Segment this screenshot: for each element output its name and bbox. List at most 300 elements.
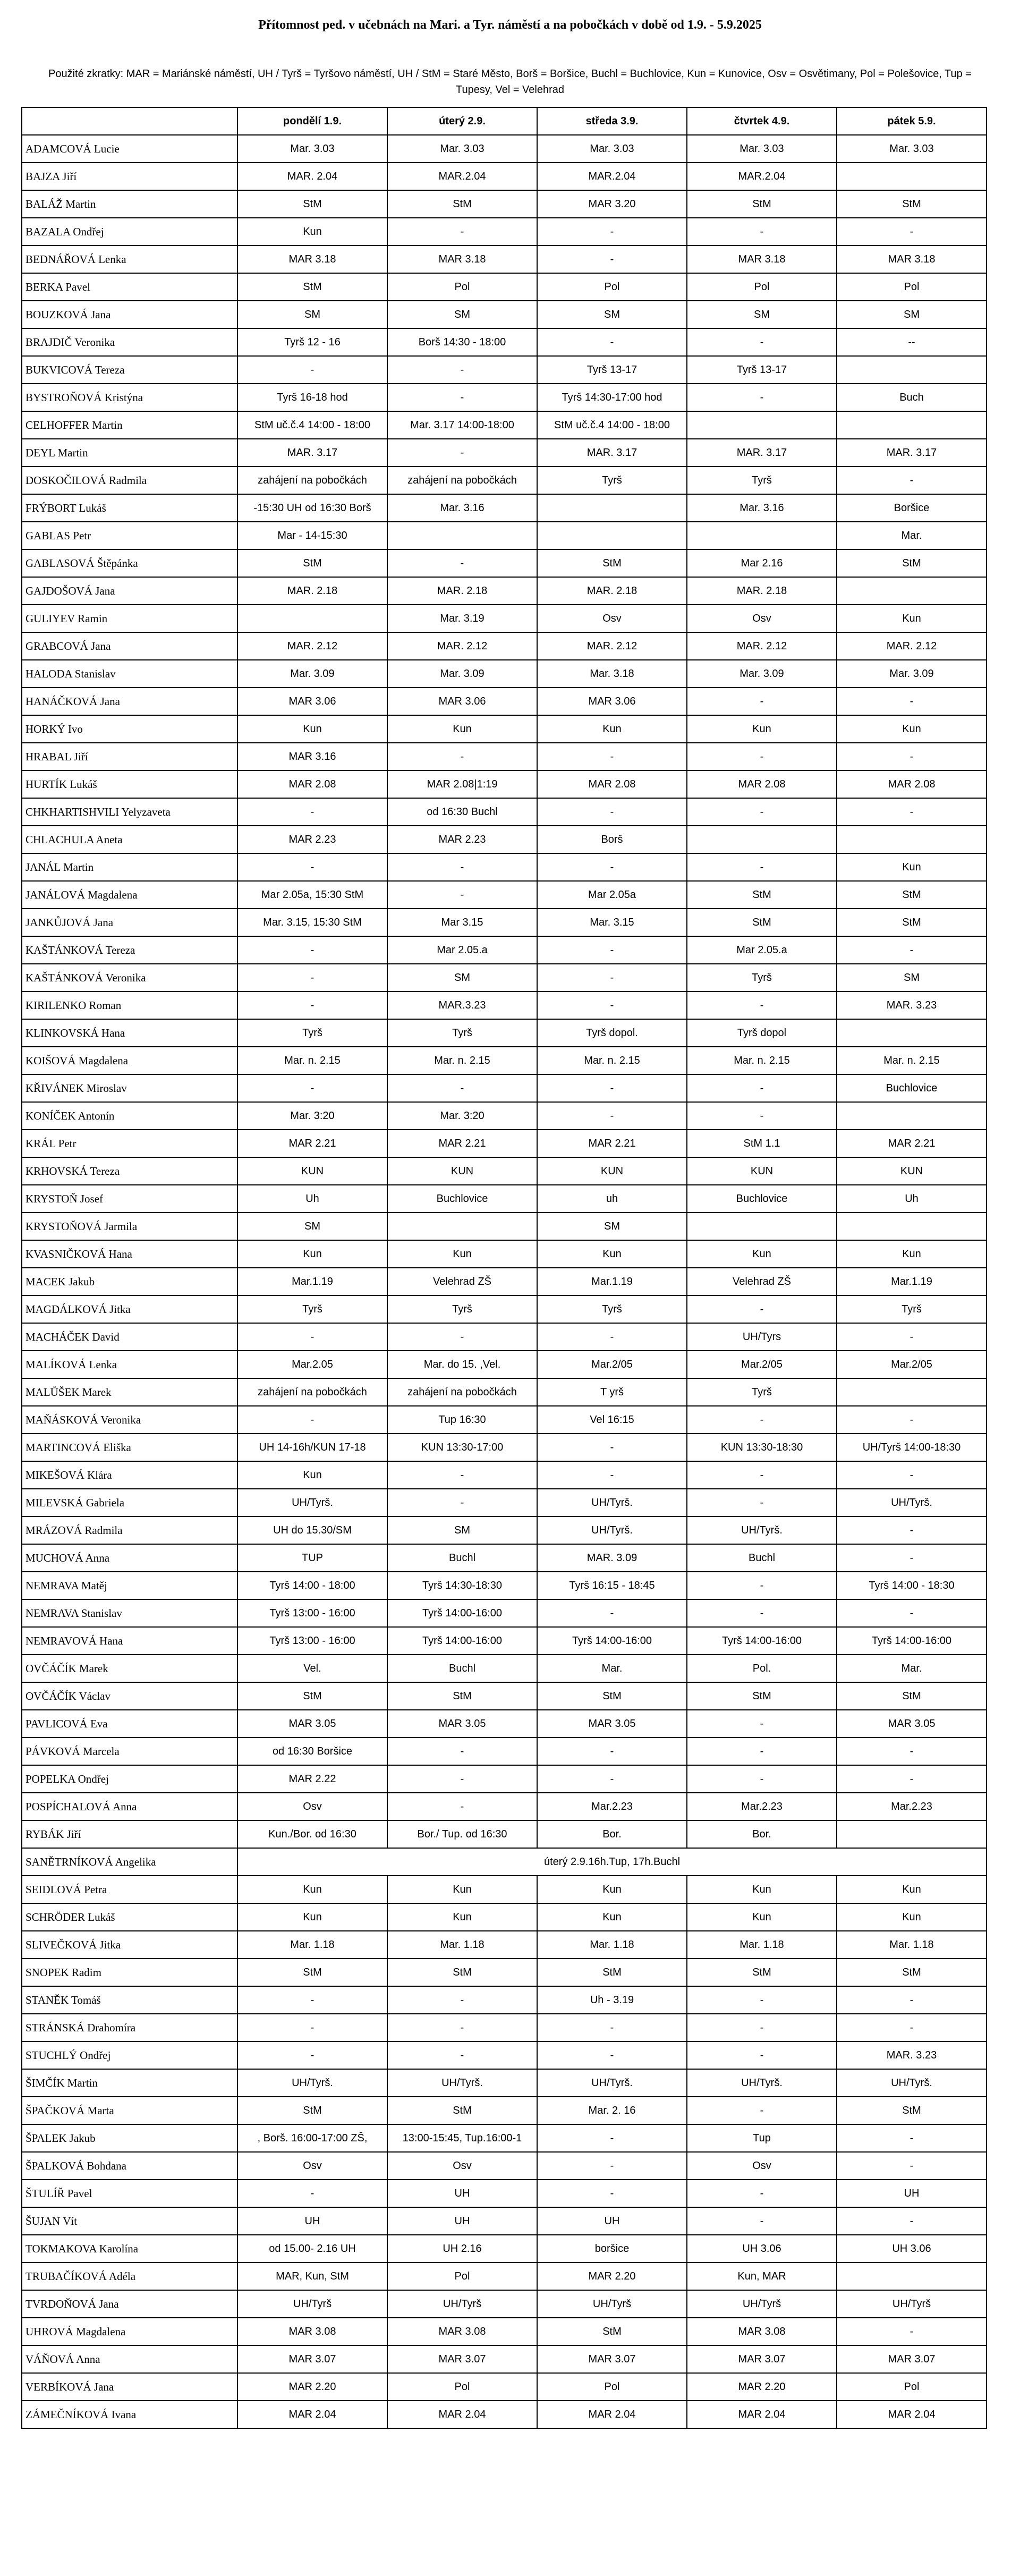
schedule-cell: zahájení na pobočkách bbox=[387, 1378, 537, 1406]
teacher-name: KIRILENKO Roman bbox=[22, 992, 237, 1019]
schedule-cell: Mar 2.05a, 15:30 StM bbox=[237, 881, 387, 909]
schedule-cell: MAR 3.08 bbox=[687, 2318, 837, 2345]
schedule-cell: Tyrš bbox=[237, 1295, 387, 1323]
schedule-cell: - bbox=[537, 964, 687, 992]
schedule-cell: MAR 2.04 bbox=[837, 2401, 987, 2428]
teacher-name: TVRDOŇOVÁ Jana bbox=[22, 2290, 237, 2318]
table-row bbox=[22, 1268, 987, 1295]
schedule-cell: MAR 3.07 bbox=[387, 2345, 537, 2373]
schedule-cell: UH/Tyrš. bbox=[837, 1489, 987, 1516]
teacher-name: ZÁMEČNÍKOVÁ Ivana bbox=[22, 2401, 237, 2428]
schedule-cell: MAR 2.08 bbox=[837, 770, 987, 798]
schedule-cell: TUP bbox=[237, 1544, 387, 1572]
schedule-cell: Buchl bbox=[387, 1544, 537, 1572]
schedule-cell: Mar. 3.09 bbox=[237, 660, 387, 688]
table-row bbox=[22, 1130, 987, 1157]
schedule-cell: MAR 3.06 bbox=[387, 688, 537, 715]
schedule-cell: MAR. 3.17 bbox=[837, 439, 987, 467]
schedule-cell: Tyrš 13:00 - 16:00 bbox=[237, 1599, 387, 1627]
schedule-cell: Kun bbox=[237, 1240, 387, 1268]
teacher-name: HANÁČKOVÁ Jana bbox=[22, 688, 237, 715]
schedule-cell: Pol bbox=[837, 2373, 987, 2401]
schedule-cell: Tyrš bbox=[687, 964, 837, 992]
schedule-cell: Tyrš bbox=[387, 1295, 537, 1323]
schedule-cell: - bbox=[687, 1295, 837, 1323]
schedule-cell bbox=[837, 1019, 987, 1047]
table-row bbox=[22, 2041, 987, 2069]
table-row bbox=[22, 135, 987, 163]
table-row bbox=[22, 715, 987, 743]
schedule-cell: KUN bbox=[537, 1157, 687, 1185]
table-row bbox=[22, 936, 987, 964]
schedule-cell: Pol bbox=[687, 273, 837, 301]
schedule-cell: -15:30 UH od 16:30 Borš bbox=[237, 494, 387, 522]
schedule-cell: MAR 2.08 bbox=[237, 770, 387, 798]
teacher-name: VERBÍKOVÁ Jana bbox=[22, 2373, 237, 2401]
table-row bbox=[22, 522, 987, 549]
schedule-cell: MAR. 3.17 bbox=[687, 439, 837, 467]
teacher-name: SLIVEČKOVÁ Jitka bbox=[22, 1931, 237, 1959]
schedule-cell: - bbox=[387, 549, 537, 577]
teacher-name: POPELKA Ondřej bbox=[22, 1765, 237, 1793]
schedule-cell: - bbox=[537, 936, 687, 964]
table-row bbox=[22, 2207, 987, 2235]
table-row bbox=[22, 1351, 987, 1378]
schedule-cell: - bbox=[237, 1323, 387, 1351]
schedule-cell bbox=[537, 494, 687, 522]
schedule-cell bbox=[837, 411, 987, 439]
schedule-cell: MAR. 2.18 bbox=[237, 577, 387, 605]
schedule-cell: MAR. 2.12 bbox=[687, 632, 837, 660]
schedule-cell: Kun bbox=[387, 1876, 537, 1903]
schedule-cell: - bbox=[687, 1599, 837, 1627]
schedule-cell bbox=[687, 411, 837, 439]
table-row bbox=[22, 2124, 987, 2152]
schedule-cell: Boršice bbox=[837, 494, 987, 522]
table-row bbox=[22, 411, 987, 439]
schedule-cell: - bbox=[387, 1323, 537, 1351]
schedule-cell: Mar. 3:20 bbox=[237, 1102, 387, 1130]
schedule-cell bbox=[837, 356, 987, 384]
schedule-cell: Kun bbox=[837, 1876, 987, 1903]
table-row bbox=[22, 1793, 987, 1820]
schedule-cell: StM bbox=[237, 2097, 387, 2124]
schedule-cell: Tup 16:30 bbox=[387, 1406, 537, 1434]
schedule-cell: UH/Tyrš bbox=[837, 2290, 987, 2318]
teacher-name: CELHOFFER Martin bbox=[22, 411, 237, 439]
schedule-cell: - bbox=[237, 798, 387, 826]
schedule-cell: - bbox=[237, 964, 387, 992]
schedule-cell: UH 2.16 bbox=[387, 2235, 537, 2263]
teacher-name: MALŮŠEK Marek bbox=[22, 1378, 237, 1406]
schedule-cell: StM bbox=[537, 1959, 687, 1986]
schedule-cell: T yrš bbox=[537, 1378, 687, 1406]
schedule-cell: KUN bbox=[837, 1157, 987, 1185]
schedule-cell: Tyrš dopol bbox=[687, 1019, 837, 1047]
schedule-cell: - bbox=[687, 2207, 837, 2235]
table-row bbox=[22, 2373, 987, 2401]
table-row bbox=[22, 2345, 987, 2373]
schedule-cell: UH/Tyrš. bbox=[687, 2069, 837, 2097]
schedule-cell: UH/Tyrš 14:00-18:30 bbox=[837, 1434, 987, 1461]
schedule-cell bbox=[687, 1213, 837, 1240]
schedule-cell: Bor. bbox=[687, 1820, 837, 1848]
schedule-cell: SM bbox=[237, 301, 387, 328]
table-row bbox=[22, 1655, 987, 1682]
schedule-cell: MAR 2.20 bbox=[687, 2373, 837, 2401]
schedule-cell: - bbox=[687, 328, 837, 356]
column-header: úterý 2.9. bbox=[387, 107, 537, 135]
teacher-name: TOKMAKOVA Karolína bbox=[22, 2235, 237, 2263]
table-row bbox=[22, 1931, 987, 1959]
schedule-cell: StM bbox=[537, 2318, 687, 2345]
schedule-cell: MAR 3.07 bbox=[837, 2345, 987, 2373]
schedule-cell: Kun bbox=[237, 218, 387, 245]
schedule-cell: - bbox=[387, 2014, 537, 2041]
schedule-cell: UH/Tyrš bbox=[537, 2290, 687, 2318]
schedule-cell: od 16:30 Boršice bbox=[237, 1738, 387, 1765]
teacher-name: KRÁL Petr bbox=[22, 1130, 237, 1157]
table-row bbox=[22, 881, 987, 909]
table-row bbox=[22, 909, 987, 936]
schedule-cell: - bbox=[387, 2041, 537, 2069]
schedule-cell: UH 3.06 bbox=[687, 2235, 837, 2263]
schedule-cell: - bbox=[237, 2180, 387, 2207]
table-row bbox=[22, 2014, 987, 2041]
schedule-cell: UH bbox=[837, 2180, 987, 2207]
schedule-cell: Tyrš 14:00-16:00 bbox=[837, 1627, 987, 1655]
schedule-cell: - bbox=[537, 992, 687, 1019]
schedule-cell: - bbox=[837, 467, 987, 494]
schedule-cell: Kun bbox=[387, 1240, 537, 1268]
schedule-cell: SM bbox=[837, 964, 987, 992]
schedule-cell: UH/Tyrš. bbox=[387, 2069, 537, 2097]
schedule-cell: StM bbox=[237, 1959, 387, 1986]
teacher-name: ŠIMČÍK Martin bbox=[22, 2069, 237, 2097]
schedule-cell: - bbox=[687, 2180, 837, 2207]
schedule-cell: Mar. 3.19 bbox=[387, 605, 537, 632]
schedule-cell: UH/Tyrš. bbox=[537, 1489, 687, 1516]
column-header: pondělí 1.9. bbox=[237, 107, 387, 135]
table-row bbox=[22, 2401, 987, 2428]
schedule-cell: Uh - 3.19 bbox=[537, 1986, 687, 2014]
schedule-cell: - bbox=[237, 1406, 387, 1434]
schedule-cell: StM bbox=[237, 549, 387, 577]
schedule-cell: uh bbox=[537, 1185, 687, 1213]
table-row bbox=[22, 494, 987, 522]
schedule-cell: UH/Tyrš. bbox=[237, 1489, 387, 1516]
schedule-cell: - bbox=[237, 936, 387, 964]
teacher-name: KRYSTOŇ Josef bbox=[22, 1185, 237, 1213]
schedule-cell: UH bbox=[387, 2180, 537, 2207]
schedule-cell: Osv bbox=[687, 2152, 837, 2180]
table-row bbox=[22, 273, 987, 301]
teacher-name: SANĚTRNÍKOVÁ Angelika bbox=[22, 1848, 237, 1876]
schedule-cell: Pol bbox=[537, 2373, 687, 2401]
teacher-name: GABLASOVÁ Štěpánka bbox=[22, 549, 237, 577]
teacher-name: HORKÝ Ivo bbox=[22, 715, 237, 743]
schedule-cell bbox=[837, 2263, 987, 2290]
table-row bbox=[22, 1074, 987, 1102]
schedule-cell: - bbox=[687, 1765, 837, 1793]
schedule-cell: - bbox=[537, 2014, 687, 2041]
schedule-cell: Mar.2/05 bbox=[537, 1351, 687, 1378]
teacher-name: KAŠTÁNKOVÁ Tereza bbox=[22, 936, 237, 964]
teacher-name: MACEK Jakub bbox=[22, 1268, 237, 1295]
teacher-name: TRUBAČÍKOVÁ Adéla bbox=[22, 2263, 237, 2290]
teacher-name: KLINKOVSKÁ Hana bbox=[22, 1019, 237, 1047]
table-row bbox=[22, 1378, 987, 1406]
schedule-cell: SM bbox=[537, 1213, 687, 1240]
schedule-cell: MAR 2.21 bbox=[237, 1130, 387, 1157]
schedule-cell: Kun bbox=[537, 1903, 687, 1931]
schedule-cell: MAR 2.21 bbox=[387, 1130, 537, 1157]
schedule-cell: Bor. bbox=[537, 1820, 687, 1848]
table-row bbox=[22, 2318, 987, 2345]
schedule-cell: MAR 3.05 bbox=[387, 1710, 537, 1738]
table-row bbox=[22, 1986, 987, 2014]
schedule-cell: UH do 15.30/SM bbox=[237, 1516, 387, 1544]
schedule-cell: SM bbox=[237, 1213, 387, 1240]
schedule-cell: MAR 3.07 bbox=[537, 2345, 687, 2373]
schedule-cell: Kun./Bor. od 16:30 bbox=[237, 1820, 387, 1848]
schedule-cell: MAR 3.06 bbox=[537, 688, 687, 715]
table-row bbox=[22, 1544, 987, 1572]
teacher-name: OVČÁČÍK Marek bbox=[22, 1655, 237, 1682]
schedule-cell: Kun bbox=[687, 1240, 837, 1268]
schedule-cell: Kun bbox=[237, 1876, 387, 1903]
teacher-name: MAŇÁSKOVÁ Veronika bbox=[22, 1406, 237, 1434]
table-row bbox=[22, 992, 987, 1019]
teacher-name: MAGDÁLKOVÁ Jitka bbox=[22, 1295, 237, 1323]
schedule-cell: Tyrš bbox=[537, 467, 687, 494]
schedule-cell: Vel. bbox=[237, 1655, 387, 1682]
schedule-cell: UH bbox=[537, 2207, 687, 2235]
schedule-cell: MAR 3.05 bbox=[837, 1710, 987, 1738]
table-row bbox=[22, 1461, 987, 1489]
schedule-cell: Mar. 3.03 bbox=[237, 135, 387, 163]
schedule-cell: - bbox=[387, 384, 537, 411]
teacher-name: NEMRAVOVÁ Hana bbox=[22, 1627, 237, 1655]
table-row bbox=[22, 853, 987, 881]
teacher-name: KVASNIČKOVÁ Hana bbox=[22, 1240, 237, 1268]
table-row bbox=[22, 384, 987, 411]
schedule-cell: - bbox=[387, 1793, 537, 1820]
schedule-cell: Tyrš bbox=[537, 1295, 687, 1323]
schedule-cell: Mar.1.19 bbox=[237, 1268, 387, 1295]
schedule-cell: SM bbox=[837, 301, 987, 328]
schedule-cell: SM bbox=[387, 1516, 537, 1544]
table-row bbox=[22, 1295, 987, 1323]
schedule-cell: Mar 2.05a bbox=[537, 881, 687, 909]
table-row bbox=[22, 1213, 987, 1240]
schedule-cell: - bbox=[237, 2041, 387, 2069]
schedule-cell: - bbox=[687, 743, 837, 770]
table-row bbox=[22, 1323, 987, 1351]
table-row bbox=[22, 467, 987, 494]
table-row bbox=[22, 2069, 987, 2097]
schedule-cell: KUN bbox=[387, 1157, 537, 1185]
schedule-cell: StM bbox=[687, 909, 837, 936]
schedule-cell: Mar. n. 2.15 bbox=[237, 1047, 387, 1074]
schedule-cell: SM bbox=[387, 964, 537, 992]
schedule-cell: - bbox=[537, 1738, 687, 1765]
teacher-name: STUCHLÝ Ondřej bbox=[22, 2041, 237, 2069]
teacher-name: KRYSTOŇOVÁ Jarmila bbox=[22, 1213, 237, 1240]
schedule-cell: - bbox=[537, 1765, 687, 1793]
table-row bbox=[22, 770, 987, 798]
schedule-cell: Mar.2.23 bbox=[837, 1793, 987, 1820]
teacher-name: HURTÍK Lukáš bbox=[22, 770, 237, 798]
header-row bbox=[22, 107, 987, 135]
schedule-cell: MAR. 2.18 bbox=[387, 577, 537, 605]
schedule-cell: UH/Tyrš. bbox=[237, 2069, 387, 2097]
schedule-cell: MAR. 3.23 bbox=[837, 2041, 987, 2069]
schedule-cell: Mar. 3.03 bbox=[687, 135, 837, 163]
teacher-name: GULIYEV Ramin bbox=[22, 605, 237, 632]
schedule-cell: od 15.00- 2.16 UH bbox=[237, 2235, 387, 2263]
schedule-cell: Kun bbox=[537, 1876, 687, 1903]
schedule-cell: MAR 2.04 bbox=[387, 2401, 537, 2428]
schedule-cell: MAR.2.04 bbox=[537, 163, 687, 190]
schedule-cell: Mar.2.05 bbox=[237, 1351, 387, 1378]
schedule-cell: Kun bbox=[837, 715, 987, 743]
table-row bbox=[22, 328, 987, 356]
schedule-cell bbox=[387, 522, 537, 549]
schedule-cell: - bbox=[837, 936, 987, 964]
schedule-cell: StM bbox=[687, 1959, 837, 1986]
schedule-cell: - bbox=[837, 2124, 987, 2152]
schedule-cell: - bbox=[687, 1406, 837, 1434]
schedule-cell: UH/Tyrs bbox=[687, 1323, 837, 1351]
schedule-cell: - bbox=[837, 1323, 987, 1351]
schedule-cell: - bbox=[837, 2152, 987, 2180]
schedule-cell: Kun bbox=[537, 715, 687, 743]
schedule-cell: Mar. 1.18 bbox=[237, 1931, 387, 1959]
schedule-cell: boršice bbox=[537, 2235, 687, 2263]
teacher-name: DEYL Martin bbox=[22, 439, 237, 467]
schedule-cell: StM bbox=[837, 1682, 987, 1710]
schedule-cell: Buchlovice bbox=[387, 1185, 537, 1213]
teacher-name: NEMRAVA Matěj bbox=[22, 1572, 237, 1599]
schedule-cell: MAR 2.04 bbox=[687, 2401, 837, 2428]
table-row bbox=[22, 190, 987, 218]
table-row bbox=[22, 301, 987, 328]
column-header: čtvrtek 4.9. bbox=[687, 107, 837, 135]
schedule-cell: Uh bbox=[237, 1185, 387, 1213]
schedule-cell: StM bbox=[537, 1682, 687, 1710]
schedule-cell: Tyrš bbox=[687, 467, 837, 494]
schedule-cell: - bbox=[837, 1516, 987, 1544]
schedule-cell: - bbox=[687, 853, 837, 881]
table-row bbox=[22, 163, 987, 190]
teacher-name: PAVLICOVÁ Eva bbox=[22, 1710, 237, 1738]
schedule-cell: - bbox=[387, 1738, 537, 1765]
schedule-cell bbox=[537, 522, 687, 549]
schedule-cell: Kun bbox=[687, 715, 837, 743]
schedule-cell: - bbox=[537, 1323, 687, 1351]
schedule-cell: MAR 2.04 bbox=[537, 2401, 687, 2428]
teacher-name: SNOPEK Radim bbox=[22, 1959, 237, 1986]
schedule-cell: Mar. 1.18 bbox=[837, 1931, 987, 1959]
schedule-cell: MAR 3.08 bbox=[237, 2318, 387, 2345]
schedule-table bbox=[21, 107, 987, 2429]
schedule-cell: - bbox=[837, 688, 987, 715]
teacher-name: HRABAL Jiří bbox=[22, 743, 237, 770]
schedule-cell bbox=[237, 605, 387, 632]
teacher-name: FRÝBORT Lukáš bbox=[22, 494, 237, 522]
teacher-name: BYSTROŇOVÁ Kristýna bbox=[22, 384, 237, 411]
table-row bbox=[22, 1710, 987, 1738]
schedule-cell: SM bbox=[537, 301, 687, 328]
table-row bbox=[22, 1959, 987, 1986]
schedule-cell: - bbox=[687, 384, 837, 411]
schedule-cell: - bbox=[687, 1102, 837, 1130]
schedule-cell bbox=[837, 1102, 987, 1130]
table-row bbox=[22, 218, 987, 245]
schedule-cell: Mar. bbox=[537, 1655, 687, 1682]
table-row bbox=[22, 1019, 987, 1047]
schedule-cell: - bbox=[837, 1461, 987, 1489]
schedule-cell: Kun bbox=[837, 605, 987, 632]
schedule-cell: Kun bbox=[687, 1876, 837, 1903]
schedule-cell: - bbox=[837, 1406, 987, 1434]
schedule-cell: zahájení na pobočkách bbox=[387, 467, 537, 494]
schedule-cell: Mar.2/05 bbox=[837, 1351, 987, 1378]
table-row bbox=[22, 1820, 987, 1848]
table-row bbox=[22, 1434, 987, 1461]
schedule-cell: MAR 2.20 bbox=[537, 2263, 687, 2290]
schedule-cell: - bbox=[537, 1102, 687, 1130]
schedule-cell: MAR.3.23 bbox=[387, 992, 537, 1019]
schedule-cell: - bbox=[687, 1710, 837, 1738]
schedule-cell: - bbox=[387, 881, 537, 909]
schedule-cell: Mar. 3.03 bbox=[537, 135, 687, 163]
table-row bbox=[22, 632, 987, 660]
schedule-cell: Vel 16:15 bbox=[537, 1406, 687, 1434]
schedule-cell: Tyrš bbox=[837, 1295, 987, 1323]
schedule-cell: Tyrš bbox=[687, 1378, 837, 1406]
schedule-cell: Pol bbox=[387, 2373, 537, 2401]
schedule-cell: MAR 2.21 bbox=[537, 1130, 687, 1157]
schedule-cell: UH 14-16h/KUN 17-18 bbox=[237, 1434, 387, 1461]
teacher-name: BERKA Pavel bbox=[22, 273, 237, 301]
schedule-note: úterý 2.9.16h.Tup, 17h.Buchl bbox=[237, 1848, 987, 1876]
schedule-cell: StM uč.č.4 14:00 - 18:00 bbox=[237, 411, 387, 439]
schedule-cell: KUN 13:30-18:30 bbox=[687, 1434, 837, 1461]
schedule-cell: Mar. bbox=[837, 522, 987, 549]
schedule-cell: MAR. 2.12 bbox=[387, 632, 537, 660]
schedule-cell: MAR 3.05 bbox=[537, 1710, 687, 1738]
teacher-name: ŠPALEK Jakub bbox=[22, 2124, 237, 2152]
schedule-cell: Mar. 3.15 bbox=[537, 909, 687, 936]
schedule-cell: - bbox=[387, 1074, 537, 1102]
schedule-cell: - bbox=[537, 1434, 687, 1461]
schedule-cell: UH/Tyrš. bbox=[537, 2069, 687, 2097]
schedule-cell: MAR 3.18 bbox=[387, 245, 537, 273]
schedule-cell: Mar. 1.18 bbox=[687, 1931, 837, 1959]
teacher-name: SEIDLOVÁ Petra bbox=[22, 1876, 237, 1903]
schedule-cell: Osv bbox=[237, 2152, 387, 2180]
schedule-cell bbox=[837, 1213, 987, 1240]
teacher-name: ŠUJAN Vít bbox=[22, 2207, 237, 2235]
column-header: pátek 5.9. bbox=[837, 107, 987, 135]
teacher-name: BAJZA Jiří bbox=[22, 163, 237, 190]
schedule-cell: Buchlovice bbox=[837, 1074, 987, 1102]
schedule-cell: - bbox=[387, 356, 537, 384]
schedule-cell: StM bbox=[837, 909, 987, 936]
column-header bbox=[22, 107, 237, 135]
